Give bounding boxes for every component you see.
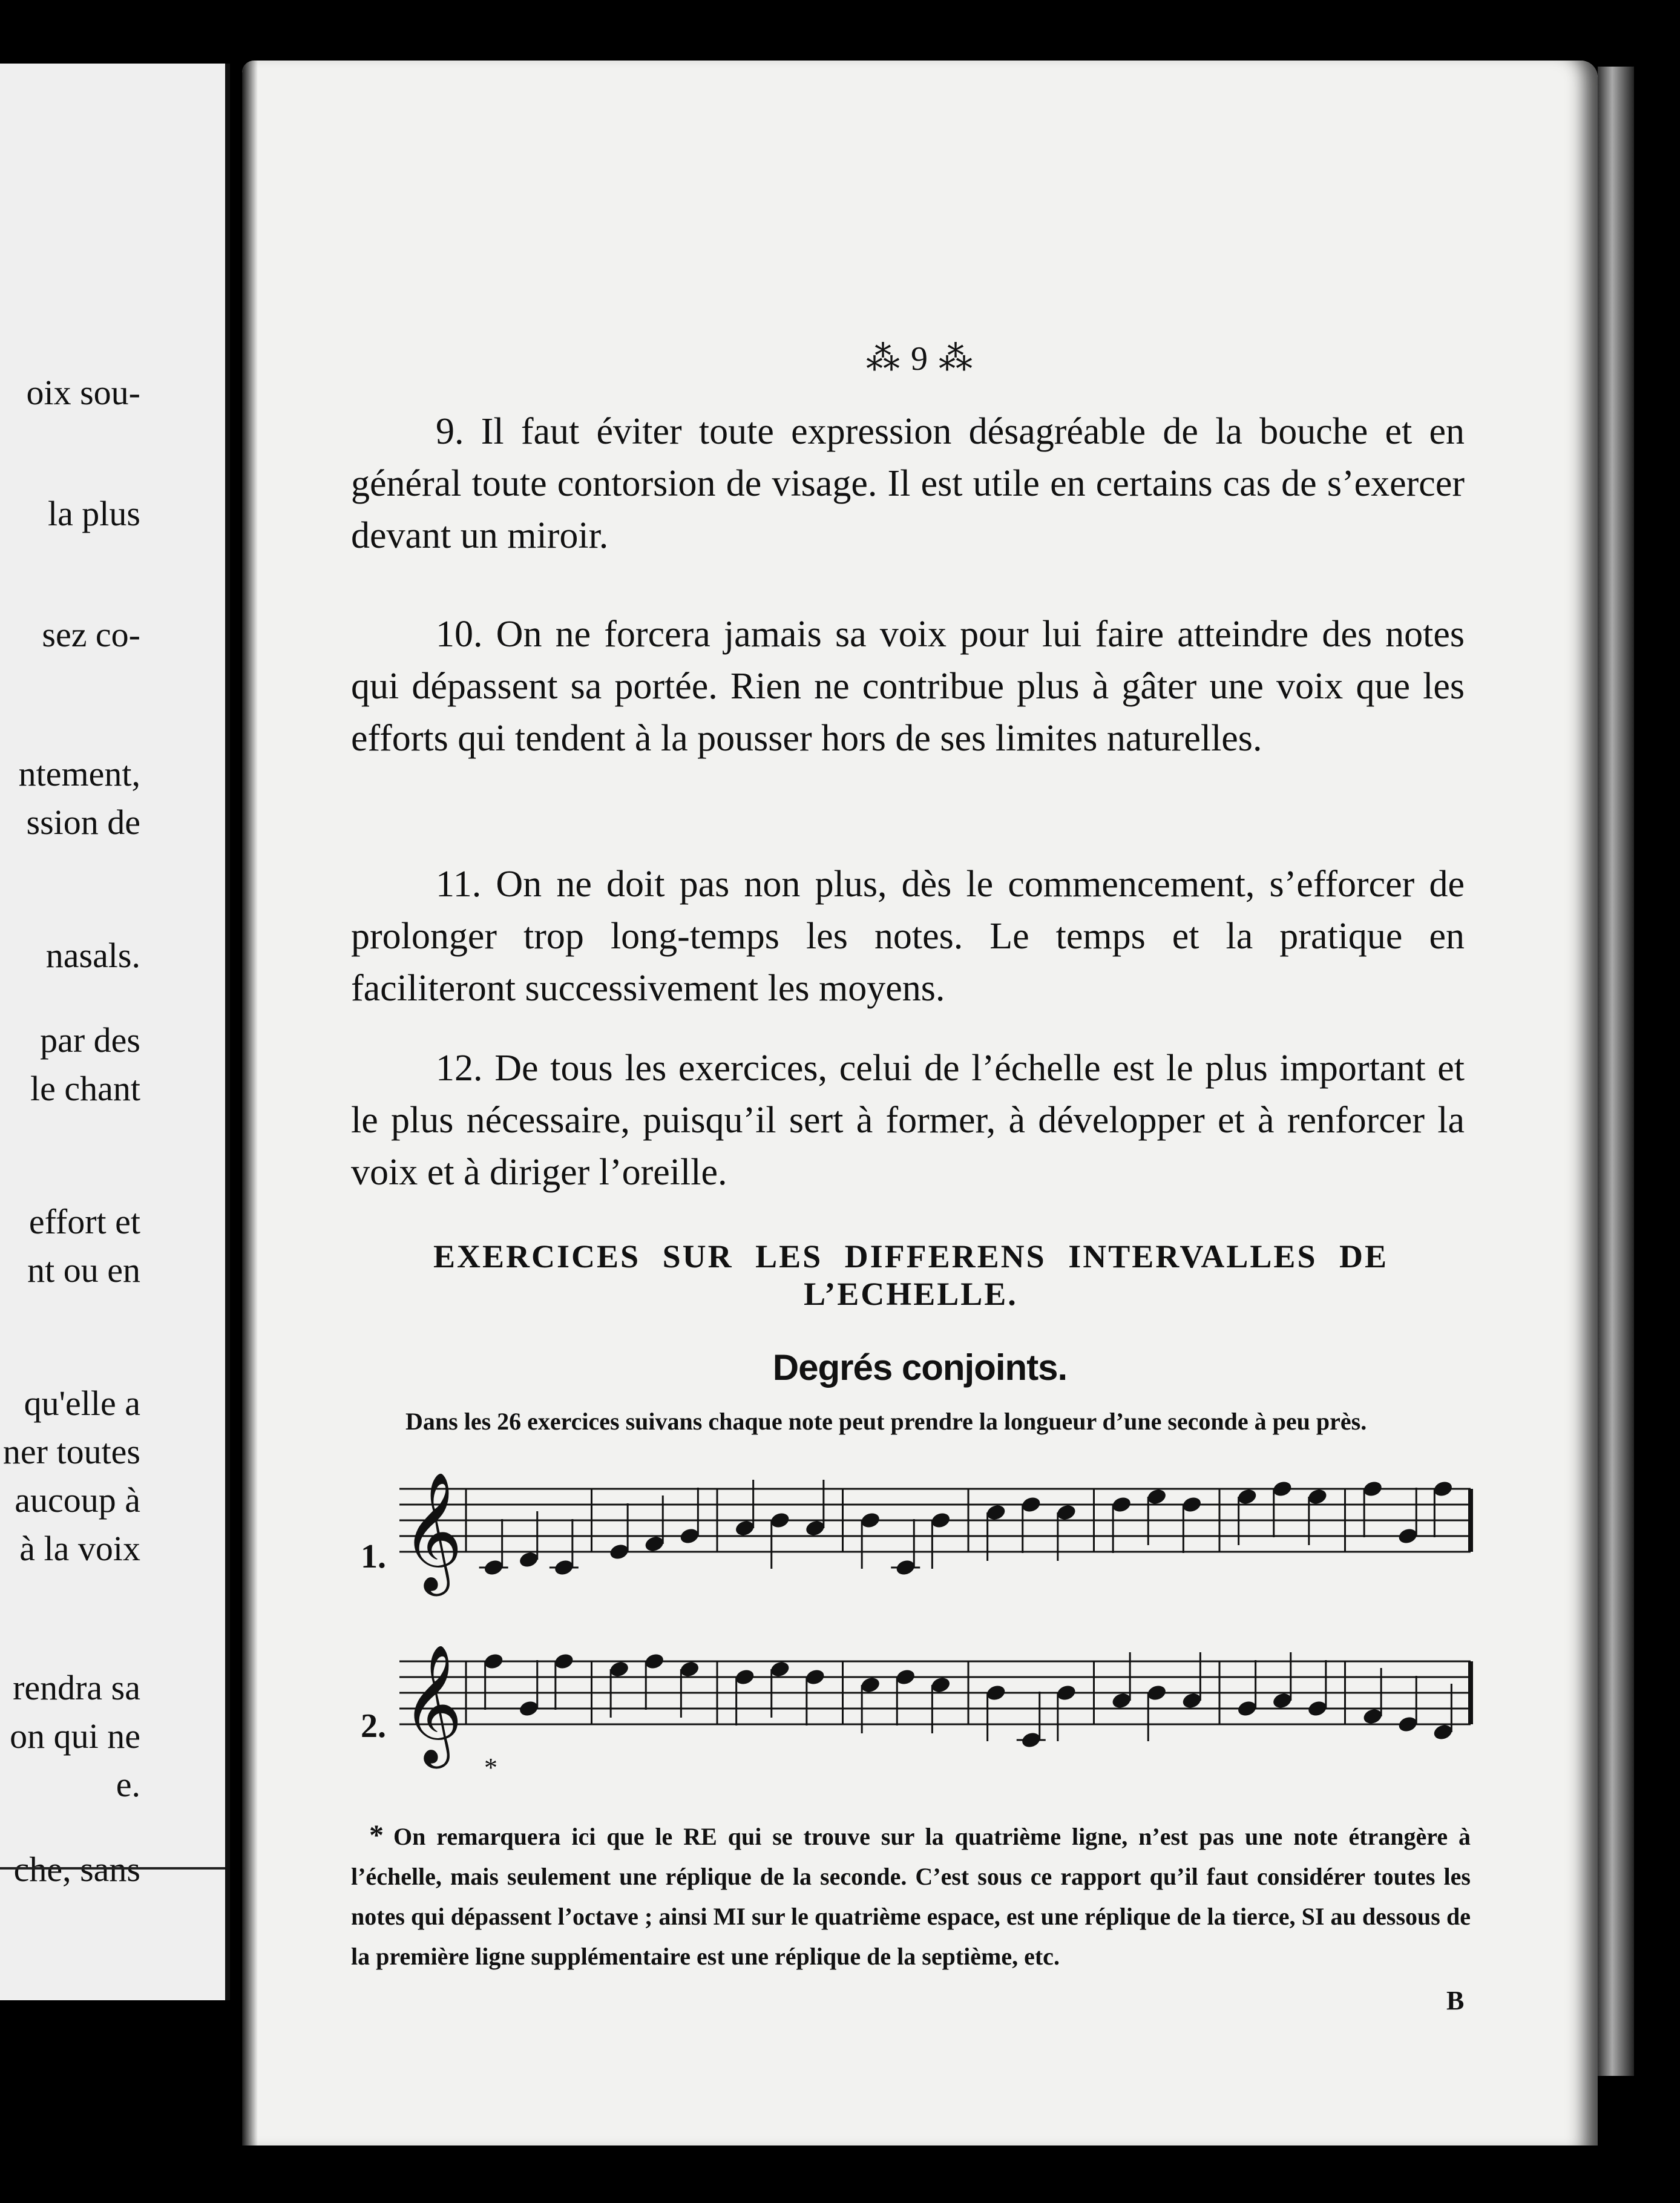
previous-page-line: rendra sa xyxy=(13,1668,140,1707)
previous-page-line: che, sans xyxy=(13,1850,140,1889)
previous-page-line: ntement, xyxy=(18,754,140,793)
paragraph-number: 11. xyxy=(436,864,482,905)
footnote-marker: * xyxy=(369,1819,384,1851)
paragraph-text: Il faut éviter toute expression désagréable de la bouche et en général toute contorsion de visage. Il est utile en certains cas de s’exercer devant un miroir. xyxy=(351,411,1465,556)
previous-page xyxy=(0,64,230,2000)
ornament-right-icon: ⁂ xyxy=(929,340,974,378)
ornament-left-icon: ⁂ xyxy=(866,340,911,378)
exercise-label: 2. xyxy=(361,1707,386,1745)
treble-clef-icon: 𝄞 xyxy=(402,1644,463,1764)
exercise-label: 1. xyxy=(361,1538,386,1575)
previous-page-line: qu'elle a xyxy=(24,1384,140,1423)
previous-page-line: ssion de xyxy=(26,803,140,842)
previous-page-line: la plus xyxy=(47,494,140,533)
book-page xyxy=(242,61,1598,2146)
page-number: ⁂ 9 ⁂ xyxy=(866,340,974,378)
previous-page-line: e. xyxy=(116,1765,140,1804)
previous-page-line: le chant xyxy=(30,1069,140,1108)
previous-page-line: sez co- xyxy=(42,615,140,654)
paragraph-text: On ne doit pas non plus, dès le commencement, s’efforcer de prolonger trop long-temps les notes. Le temps et la pratique en faciliteront successivement les moyens. xyxy=(351,864,1465,1009)
paragraph-number: 9. xyxy=(436,411,464,452)
paragraph-text: De tous les exercices, celui de l’échelle est le plus important et le plus nécessaire, puisqu’il sert à former, à développer et à renforcer la voix et à diriger l’oreille. xyxy=(351,1048,1465,1193)
previous-page-line: nasals. xyxy=(45,936,140,975)
exercise-instruction: Dans les 26 exercices suivans chaque note peut prendre la longueur d’une seconde à peu près. xyxy=(405,1408,1367,1435)
treble-clef-icon: 𝄞 xyxy=(402,1471,463,1591)
previous-page-line: effort et xyxy=(28,1202,140,1241)
section-title: EXERCICES SUR LES DIFFERENS INTERVALLES DE L’ECHELLE. xyxy=(433,1238,1388,1312)
asterisk-mark: * xyxy=(484,1753,497,1782)
paragraph-number: 12. xyxy=(436,1048,483,1089)
previous-page-line: nt ou en xyxy=(27,1250,140,1290)
paragraph-text: On ne forcera jamais sa voix pour lui faire atteindre des notes qui dépassent sa portée. Rien ne contribue plus à gâter une voix que les efforts qui tendent à la pousser hors de ses limites naturelles. xyxy=(351,614,1465,759)
previous-page-line: par des xyxy=(40,1020,140,1060)
page-edge xyxy=(1598,67,1634,2076)
previous-page-line: oix sou- xyxy=(26,373,140,412)
signature-mark: B xyxy=(1446,1986,1465,2015)
paragraph-number: 10. xyxy=(436,614,483,655)
subtitle: Degrés conjoints. xyxy=(772,1347,1068,1388)
previous-page-line: aucoup à xyxy=(15,1480,140,1520)
previous-page-line: on qui ne xyxy=(10,1716,140,1756)
music-staves xyxy=(242,61,1598,1876)
previous-page-line: ner toutes xyxy=(2,1432,140,1471)
previous-page-line: à la voix xyxy=(19,1529,140,1568)
footnote xyxy=(351,1816,1471,1977)
previous-page-rule xyxy=(0,1867,225,1870)
footnote-text: On remarquera ici que le RE qui se trouve sur la quatrième ligne, n’est pas une note étrangère à l’échelle, mais seulement une réplique de la seconde. C’est sous ce rapport qu’il faut considérer toutes les notes qui dépassent l’octave ; ainsi MI sur le quatrième espace, est une réplique de la tierce, SI au dessous de la première ligne supplémentaire est une réplique de la septième, etc. xyxy=(351,1823,1471,1970)
